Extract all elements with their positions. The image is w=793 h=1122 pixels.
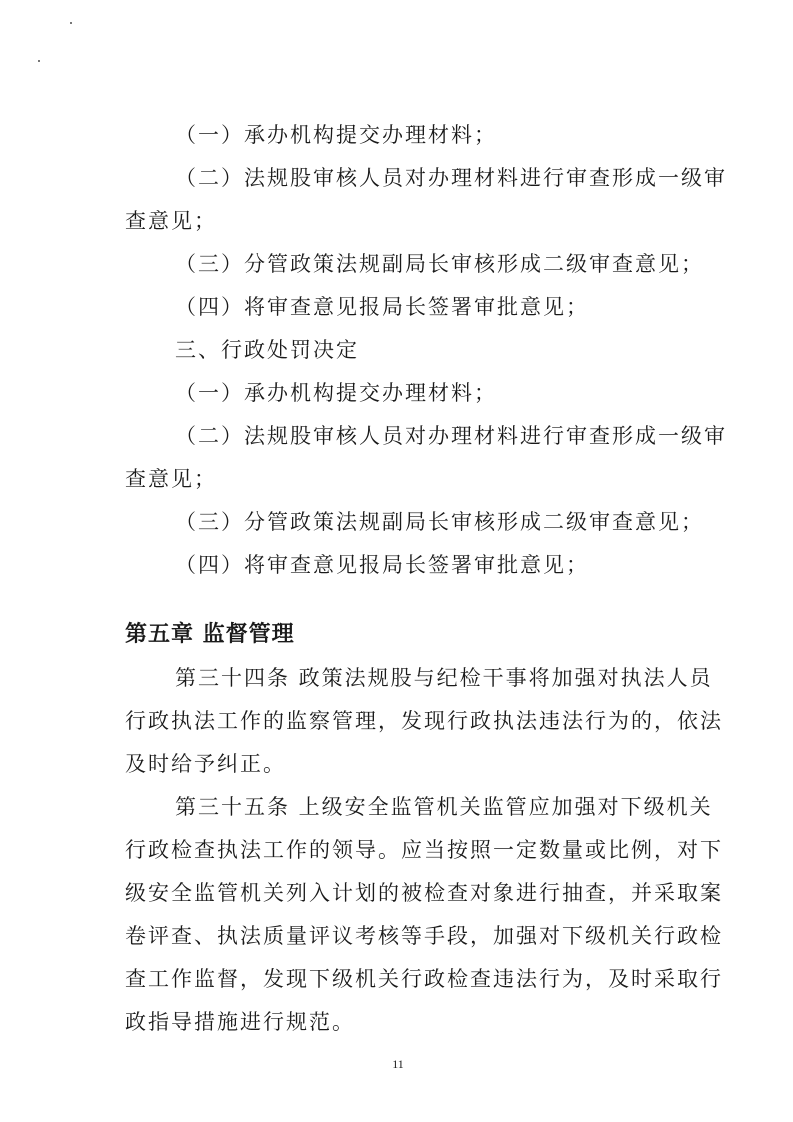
article-35-line: 卷评查、执法质量评议考核等手段，加强对下级机关行政检 xyxy=(125,924,723,948)
list-item: （一）承办机构提交办理材料； xyxy=(175,123,497,147)
list-item: （三）分管政策法规副局长审核形成二级审查意见； xyxy=(175,510,704,534)
list-item-continuation: 查意见； xyxy=(125,209,217,233)
list-item: （一）承办机构提交办理材料； xyxy=(175,381,497,405)
scan-speck xyxy=(70,22,72,24)
scan-speck xyxy=(38,60,40,62)
list-item-continuation: 查意见； xyxy=(125,467,217,491)
article-34-line: 及时给予纠正。 xyxy=(125,752,286,776)
list-item: （二）法规股审核人员对办理材料进行审查形成一级审 xyxy=(175,424,727,448)
article-35-line: 政指导措施进行规范。 xyxy=(125,1010,355,1034)
list-item: （四）将审查意见报局长签署审批意见； xyxy=(175,553,589,577)
list-item: （三）分管政策法规副局长审核形成二级审查意见； xyxy=(175,252,704,276)
chapter-heading: 第五章 监督管理 xyxy=(125,622,295,647)
page-number: 11 xyxy=(392,1057,404,1071)
article-35-line: 级安全监管机关列入计划的被检查对象进行抽查，并采取案 xyxy=(125,881,723,905)
article-35-line: 行政检查执法工作的领导。应当按照一定数量或比例，对下 xyxy=(125,838,723,862)
list-item: （四）将审查意见报局长签署审批意见； xyxy=(175,295,589,319)
article-35-line: 查工作监督，发现下级机关行政检查违法行为，及时采取行 xyxy=(125,967,723,991)
article-34-line: 第三十四条 政策法规股与纪检干事将加强对执法人员 xyxy=(175,666,713,690)
list-item: （二）法规股审核人员对办理材料进行审查形成一级审 xyxy=(175,166,727,190)
section-heading: 三、行政处罚决定 xyxy=(175,338,359,362)
article-35-line: 第三十五条 上级安全监管机关监管应加强对下级机关 xyxy=(175,795,713,819)
article-34-line: 行政执法工作的监察管理，发现行政执法违法行为的，依法 xyxy=(125,709,723,733)
